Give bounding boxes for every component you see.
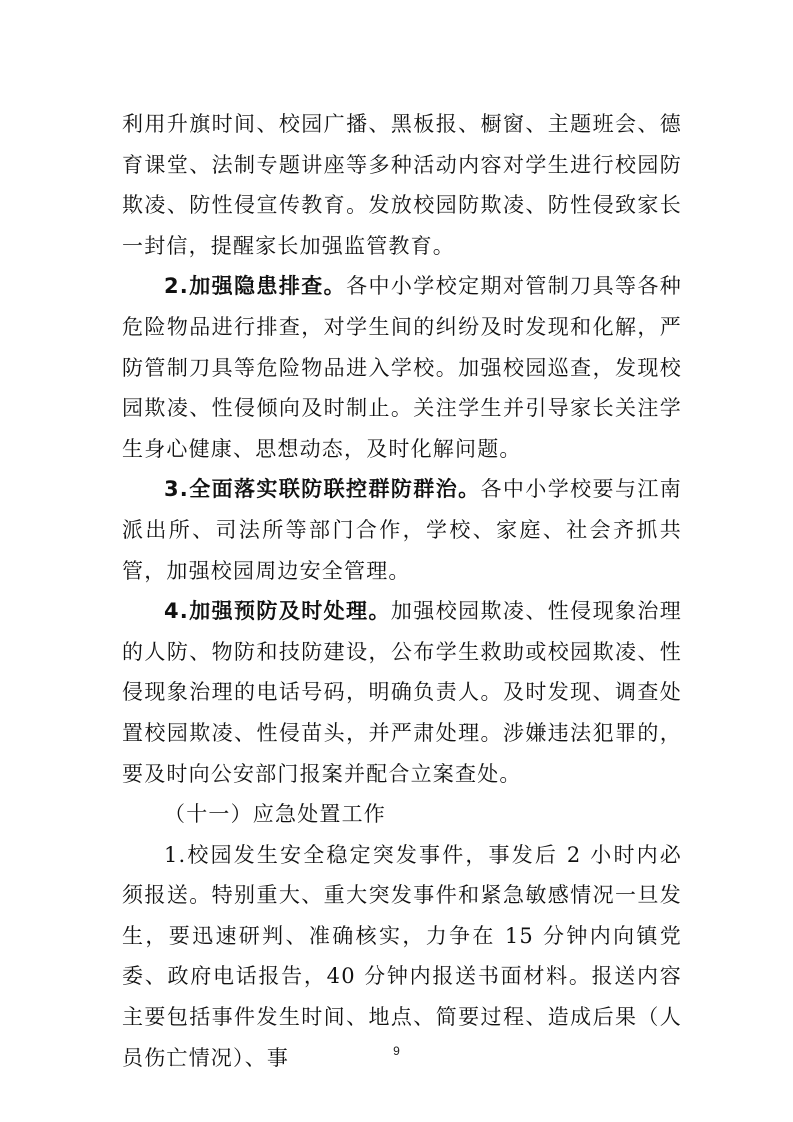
paragraph-item-4 — [122, 591, 682, 794]
paragraph-text: 利用升旗时间、校园广播、黑板报、橱窗、主题班会、德育课堂、法制专题讲座等多种活动内容对学生进行校园防欺凌、防性侵宣传教育。发放校园防欺凌、防性侵致家长一封信，提醒家长加强监管教育。 — [122, 112, 682, 258]
paragraph-emergency-1 — [122, 835, 682, 1079]
paragraph-text: 1.校园发生安全稳定突发事件，事发后 2 小时内必须报送。特别重大、重大突发事件和紧急敏感情况一旦发生，要迅速研判、准确核实，力争在 15 分钟内向镇党委、政府电话报告，40 分钟内报送书面材料。报送内容主要包括事件发生时间、地点、简要过程、造成后果（人员伤亡情况）、事 — [122, 842, 682, 1070]
paragraph-continuation — [122, 104, 682, 266]
item-heading: 3.全面落实联防联控群防群治。 — [164, 477, 481, 502]
item-heading: 2.加强隐患排查。 — [164, 274, 347, 299]
paragraph-text: 各中小学校定期对管制刀具等各种危险物品进行排查，对学生间的纠纷及时发现和化解，严防管制刀具等危险物品进入学校。加强校园巡查，发现校园欺凌、性侵倾向及时制止。关注学生并引导家长关注学生身心健康、思想动态，及时化解问题。 — [122, 274, 683, 461]
paragraph-text: 各中小学校要与江南派出所、司法所等部门合作，学校、家庭、社会齐抓共管，加强校园周边安全管理。 — [122, 477, 682, 583]
paragraph-text: 加强校园欺凌、性侵现象治理的人防、物防和技防建设，公布学生救助或校园欺凌、性侵现象治理的电话号码，明确负责人。及时发现、调查处置校园欺凌、性侵苗头，并严肃处理。涉嫌违法犯罪的，要及时向公安部门报案并配合立案查处。 — [122, 599, 682, 786]
section-heading — [122, 794, 682, 835]
document-body — [122, 104, 682, 1078]
page-number: 9 — [393, 1044, 400, 1058]
paragraph-item-3 — [122, 469, 682, 591]
section-heading-text: （十一）应急处置工作 — [164, 802, 386, 827]
paragraph-item-2 — [122, 266, 682, 469]
item-heading: 4.加强预防及时处理。 — [164, 599, 391, 624]
